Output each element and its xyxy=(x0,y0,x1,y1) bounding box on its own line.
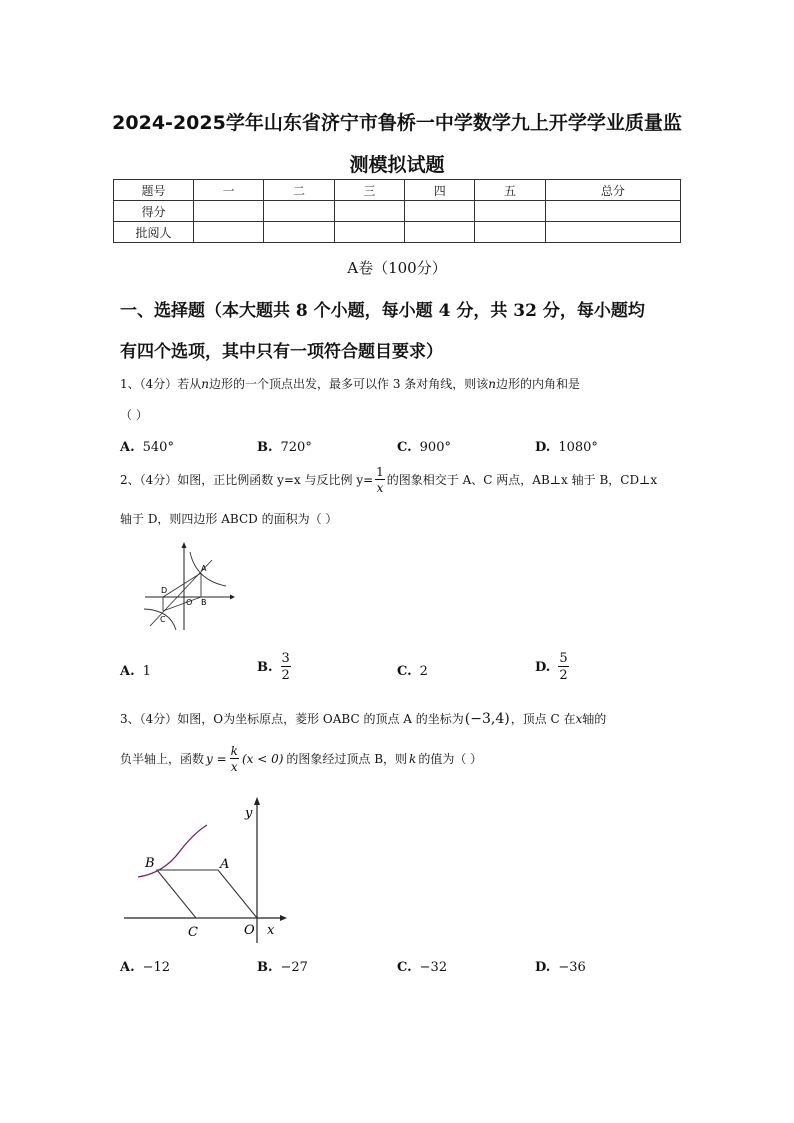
q2-option-c[interactable]: C. 2 xyxy=(397,664,428,679)
section-heading-line-1: 一、选择题（本大题共 8 个小题，每小题 4 分，共 32 分，每小题均 xyxy=(120,301,645,321)
q3-figure xyxy=(120,795,295,945)
q3-y-arrow xyxy=(254,797,260,805)
q3-var-x: x xyxy=(575,712,583,726)
q3-label-y: y xyxy=(245,806,253,821)
q2-segment-da xyxy=(163,573,201,597)
q3-label-x: x xyxy=(267,923,275,938)
q1-suffix: 边形的内角和是 xyxy=(496,377,581,391)
q3-option-c[interactable]: C. −32 xyxy=(397,960,448,975)
q2-x-arrow xyxy=(230,595,235,600)
q3-part3: 轴的 xyxy=(582,712,607,726)
header-cell: 题号 xyxy=(114,180,194,201)
q2-part2: 的图象相交于 A、C 两点，AB⊥x 轴于 B，CD⊥x xyxy=(386,473,658,487)
q3-line2-part1: 负半轴上，函数 xyxy=(120,752,205,766)
question-3-line-1 xyxy=(120,712,606,726)
q2-figure xyxy=(140,540,240,632)
score-cell[interactable] xyxy=(264,201,334,222)
score-row xyxy=(114,201,681,222)
q2-part1: 2、（4分）如图，正比例函数 y=x 与反比例 y= xyxy=(120,473,374,487)
q3-line2-part2: 的图象经过顶点 B，则 xyxy=(286,752,408,766)
row-label: 得分 xyxy=(114,201,194,222)
grader-cell[interactable] xyxy=(334,222,404,243)
q3-coordinate: (−3,4) xyxy=(464,711,510,727)
q1-option-a[interactable]: A. 540° xyxy=(120,440,174,455)
q2-segment-bc xyxy=(163,597,201,611)
score-cell[interactable] xyxy=(194,201,264,222)
score-cell[interactable] xyxy=(545,201,680,222)
q2-label-c: C xyxy=(160,615,166,624)
grader-cell[interactable] xyxy=(194,222,264,243)
q2-option-d[interactable]: D. $\frac{5}{2}$ xyxy=(535,651,568,683)
q1-var-n: n xyxy=(201,377,210,391)
score-cell[interactable] xyxy=(334,201,404,222)
header-cell: 总分 xyxy=(545,180,680,201)
q3-option-a[interactable]: A. −12 xyxy=(120,960,171,975)
q2-option-b[interactable]: B. $\frac{3}{2}$ xyxy=(257,651,290,683)
grader-row xyxy=(114,222,681,243)
q2-y-arrow xyxy=(182,542,187,548)
header-cell: 五 xyxy=(475,180,545,201)
q3-label-b: B xyxy=(145,856,155,871)
section-heading-line-2: 有四个选项，其中只有一项符合题目要求） xyxy=(120,342,443,362)
q2-label-a: A xyxy=(201,564,207,573)
q3-fraction: $\frac{k}{x}$ xyxy=(230,744,238,774)
q3-line2-part3: 的值为（ ） xyxy=(418,752,483,766)
q2-option-a[interactable]: A. 1 xyxy=(120,664,151,679)
grader-cell[interactable] xyxy=(545,222,680,243)
q2-label-o: O xyxy=(186,598,193,607)
score-cell[interactable] xyxy=(475,201,545,222)
q1-option-c[interactable]: C. 900° xyxy=(397,440,451,455)
document-title-line-2: 测模拟试题 xyxy=(349,154,445,176)
question-2-line-2: 轴于 D，则四边形 ABCD 的面积为（ ） xyxy=(120,512,338,526)
question-1-line-1 xyxy=(120,377,580,391)
grader-cell[interactable] xyxy=(264,222,334,243)
grader-cell[interactable] xyxy=(405,222,475,243)
score-table-header-row xyxy=(114,180,681,201)
header-cell: 四 xyxy=(405,180,475,201)
q1-blank: （ ） xyxy=(120,408,148,422)
grader-cell[interactable] xyxy=(475,222,545,243)
q3-var-k: k xyxy=(409,752,417,766)
q2-label-b: B xyxy=(201,598,207,607)
score-table xyxy=(113,179,681,243)
q2-label-d: D xyxy=(161,586,168,595)
q2-fraction: $\frac{1}{x}$ xyxy=(376,465,384,495)
q3-label-a: A xyxy=(220,857,230,872)
header-cell: 一 xyxy=(194,180,264,201)
q3-rhombus xyxy=(157,870,257,918)
question-2-line-1 xyxy=(120,466,657,494)
header-cell: 二 xyxy=(264,180,334,201)
q3-option-b[interactable]: B. −27 xyxy=(257,960,308,975)
q3-condition: (x < 0) xyxy=(241,752,284,766)
score-cell[interactable] xyxy=(405,201,475,222)
q3-option-d[interactable]: D. −36 xyxy=(535,960,586,975)
question-3-line-2 xyxy=(120,745,482,773)
q3-part1: 3、（4分）如图，O为坐标原点，菱形 OABC 的顶点 A 的坐标为 xyxy=(120,712,464,726)
q1-var-n-2: n xyxy=(488,377,497,391)
q1-option-b[interactable]: B. 720° xyxy=(257,440,312,455)
row-label: 批阅人 xyxy=(114,222,194,243)
q1-mid: 边形的一个顶点出发，最多可以作 3 条对角线，则该 xyxy=(209,377,489,391)
q3-label-c: C xyxy=(188,925,198,940)
q3-x-arrow xyxy=(280,915,287,921)
q2-hyperbola-branch-1 xyxy=(190,552,226,586)
q3-part2: ，顶点 C 在 xyxy=(510,712,576,726)
q1-option-d[interactable]: D. 1080° xyxy=(535,440,598,455)
volume-label: A卷（100分） xyxy=(347,259,447,277)
q3-label-o: O xyxy=(244,923,255,938)
header-cell: 三 xyxy=(334,180,404,201)
document-title-line-1: 2024-2025学年山东省济宁市鲁桥一中学数学九上开学学业质量监 xyxy=(112,112,682,134)
q3-y-eq: y = xyxy=(206,752,227,766)
q1-prefix: 1、（4分）若从 xyxy=(120,377,202,391)
